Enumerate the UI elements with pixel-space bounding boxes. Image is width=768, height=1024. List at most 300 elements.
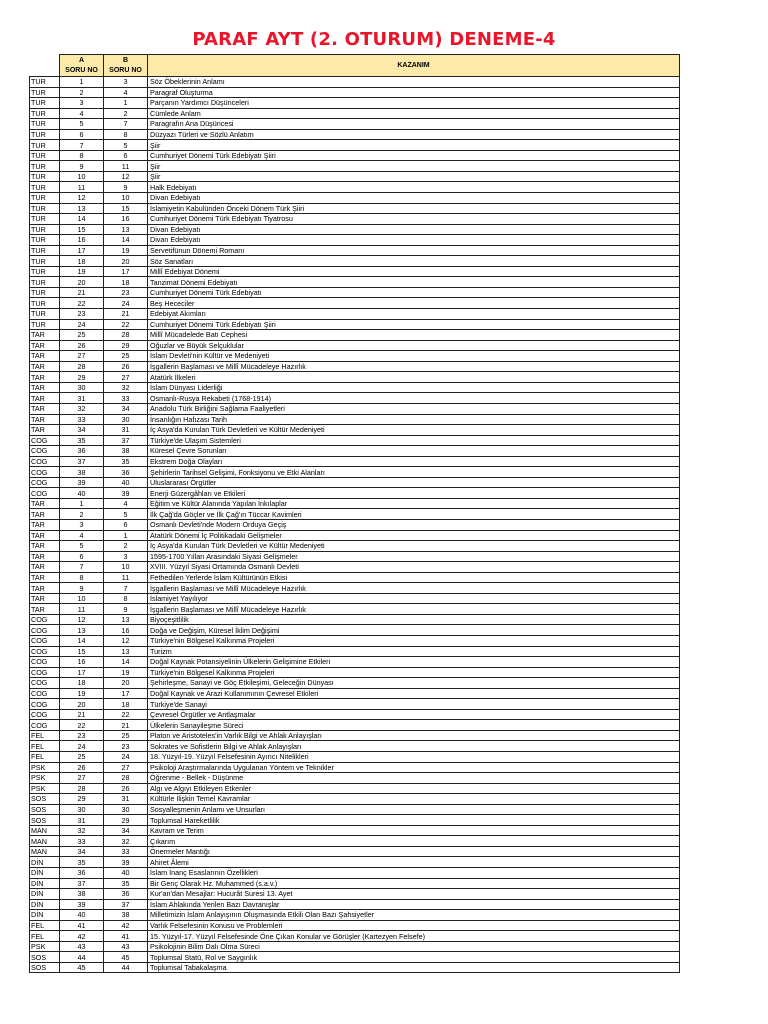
b-soru-no-cell: 30 [104,414,148,425]
table-row [30,425,680,436]
kazanim-cell: İslamiyet Yayılıyor [148,593,680,604]
table-row [30,857,680,868]
kazanim-cell: Tanzimat Dönemi Edebiyatı [148,277,680,288]
lesson-cell: TUR [30,287,60,298]
table-row [30,309,680,320]
kazanim-cell: Varlık Felsefesinin Konusu ve Problemleri [148,920,680,931]
lesson-cell: FEL [30,920,60,931]
page-title: PARAF AYT (2. OTURUM) DENEME-4 [192,29,556,50]
kazanim-cell: Turizm [148,646,680,657]
header-a-sub: SORU NO [65,66,98,74]
lesson-cell: COG [30,467,60,478]
a-soru-no-cell: 15 [60,646,104,657]
lesson-cell: TAR [30,509,60,520]
a-soru-no-cell: 7 [60,140,104,151]
lesson-cell: PSK [30,773,60,784]
table-row [30,551,680,562]
a-soru-no-cell: 12 [60,614,104,625]
kazanim-cell: Divan Edebiyatı [148,224,680,235]
table-row [30,193,680,204]
table-row [30,836,680,847]
lesson-cell: COG [30,709,60,720]
a-soru-no-cell: 4 [60,108,104,119]
b-soru-no-cell: 20 [104,256,148,267]
table-row [30,446,680,457]
a-soru-no-cell: 36 [60,868,104,879]
a-soru-no-cell: 38 [60,889,104,900]
lesson-cell: TUR [30,161,60,172]
table-row [30,741,680,752]
table-row [30,150,680,161]
a-soru-no-cell: 24 [60,741,104,752]
lesson-cell: TAR [30,593,60,604]
b-soru-no-cell: 21 [104,720,148,731]
b-soru-no-cell: 31 [104,794,148,805]
a-soru-no-cell: 22 [60,298,104,309]
kazanim-cell: İslam Dünyası Liderliği [148,382,680,393]
table-row [30,941,680,952]
lesson-cell: TUR [30,224,60,235]
b-soru-no-cell: 5 [104,509,148,520]
table-row [30,372,680,383]
table-row [30,815,680,826]
table-row [30,414,680,425]
kazanim-cell: Doğal Kaynak Potansiyelinin Ülkelerin Gelişimine Etkileri [148,657,680,668]
lesson-cell: TUR [30,108,60,119]
lesson-cell: COG [30,435,60,446]
a-soru-no-cell: 40 [60,910,104,921]
lesson-cell: TUR [30,150,60,161]
kazanim-cell: İlk Çağ'da Göçler ve İlk Çağ'ın Tüccar Kavimleri [148,509,680,520]
table-row [30,952,680,963]
kazanim-cell: Divan Edebiyatı [148,193,680,204]
lesson-cell: TAR [30,361,60,372]
table-row [30,604,680,615]
lesson-cell: TUR [30,235,60,246]
kazanim-cell: Servetifünun Dönemi Romanı [148,245,680,256]
lesson-cell: TAR [30,583,60,594]
a-soru-no-cell: 6 [60,129,104,140]
table-row [30,287,680,298]
a-soru-no-cell: 26 [60,340,104,351]
lesson-cell: SOS [30,952,60,963]
a-soru-no-cell: 20 [60,699,104,710]
table-row [30,646,680,657]
a-soru-no-cell: 17 [60,667,104,678]
table-row [30,129,680,140]
table-row [30,709,680,720]
lesson-cell: DİN [30,878,60,889]
kazanim-cell: Enerji Güzergâhları ve Etkileri [148,488,680,499]
a-soru-no-cell: 32 [60,403,104,414]
b-soru-no-cell: 20 [104,678,148,689]
b-soru-no-cell: 32 [104,382,148,393]
lesson-cell: TUR [30,214,60,225]
b-soru-no-cell: 19 [104,667,148,678]
b-soru-no-cell: 18 [104,277,148,288]
kazanim-cell: İşgallerin Başlaması ve Millî Mücadeleye Hazırlık [148,604,680,615]
kazanim-cell: Düzyazı Türleri ve Sözlü Anlatım [148,129,680,140]
a-soru-no-cell: 26 [60,762,104,773]
table-row [30,614,680,625]
a-soru-no-cell: 5 [60,119,104,130]
lesson-cell: SOS [30,804,60,815]
lesson-cell: COG [30,699,60,710]
b-soru-no-cell: 24 [104,298,148,309]
b-soru-no-cell: 37 [104,435,148,446]
table-row [30,467,680,478]
a-soru-no-cell: 9 [60,583,104,594]
a-soru-no-cell: 37 [60,456,104,467]
b-soru-no-cell: 13 [104,614,148,625]
a-soru-no-cell: 10 [60,171,104,182]
b-soru-no-cell: 42 [104,920,148,931]
b-soru-no-cell: 17 [104,266,148,277]
kazanim-cell: Milletimizin İslam Anlayışının Oluşmasında Etkili Olan Bazı Şahsiyetler [148,910,680,921]
b-soru-no-cell: 9 [104,182,148,193]
kazanim-cell: Cumhuriyet Dönemi Türk Edebiyatı [148,287,680,298]
header-b-soru-no [104,55,148,77]
kazanim-cell: Uluslararası Örgütler [148,477,680,488]
b-soru-no-cell: 26 [104,361,148,372]
table-row [30,256,680,267]
lesson-cell: PSK [30,783,60,794]
a-soru-no-cell: 35 [60,435,104,446]
lesson-cell: FEL [30,752,60,763]
table-row [30,108,680,119]
kazanim-cell: Kavram ve Terim [148,825,680,836]
b-soru-no-cell: 12 [104,171,148,182]
b-soru-no-cell: 12 [104,635,148,646]
kazanim-cell: İslam Devleti'nin Kültür ve Medeniyeti [148,351,680,362]
lesson-cell: MAN [30,825,60,836]
a-soru-no-cell: 32 [60,825,104,836]
b-soru-no-cell: 43 [104,941,148,952]
b-soru-no-cell: 26 [104,783,148,794]
b-soru-no-cell: 23 [104,741,148,752]
lesson-cell: TAR [30,541,60,552]
a-soru-no-cell: 25 [60,752,104,763]
b-soru-no-cell: 40 [104,477,148,488]
table-row [30,161,680,172]
kazanim-cell: Cümlede Anlam [148,108,680,119]
b-soru-no-cell: 5 [104,140,148,151]
b-soru-no-cell: 39 [104,488,148,499]
kazanim-cell: Kur'an'dan Mesajlar: Hucurât Suresi 13. Ayet [148,889,680,900]
b-soru-no-cell: 37 [104,899,148,910]
a-soru-no-cell: 43 [60,941,104,952]
kazanim-cell: Halk Edebiyatı [148,182,680,193]
lesson-cell: TUR [30,277,60,288]
kazanim-cell: Toplumsal Tabakalaşma [148,962,680,973]
b-soru-no-cell: 18 [104,699,148,710]
a-soru-no-cell: 33 [60,414,104,425]
kazanim-cell: Türkiye'nin Bölgesel Kalkınma Projeleri [148,667,680,678]
b-soru-no-cell: 15 [104,203,148,214]
lesson-cell: TUR [30,266,60,277]
kazanim-cell: Önermeler Mantığı [148,846,680,857]
b-soru-no-cell: 25 [104,351,148,362]
kazanim-cell: İslam Ahlakında Yerilen Bazı Davranışlar [148,899,680,910]
a-soru-no-cell: 38 [60,467,104,478]
b-soru-no-cell: 27 [104,372,148,383]
b-soru-no-cell: 29 [104,340,148,351]
b-soru-no-cell: 33 [104,393,148,404]
a-soru-no-cell: 17 [60,245,104,256]
table-row [30,931,680,942]
kazanim-cell: Psikolojinin Bilim Dalı Olma Süreci [148,941,680,952]
lesson-cell: SOS [30,815,60,826]
b-soru-no-cell: 32 [104,836,148,847]
kazanim-cell: Cumhuriyet Dönemi Türk Edebiyatı Şiiri [148,150,680,161]
a-soru-no-cell: 28 [60,361,104,372]
b-soru-no-cell: 23 [104,287,148,298]
b-soru-no-cell: 11 [104,161,148,172]
header-b-label: B [122,56,129,64]
kazanim-cell: Cumhuriyet Dönemi Türk Edebiyatı Şiiri [148,319,680,330]
b-soru-no-cell: 36 [104,889,148,900]
kazanim-cell: Türkiye'de Sanayi [148,699,680,710]
kazanim-cell: XVIII. Yüzyıl Siyasi Ortamında Osmanlı Devleti [148,562,680,573]
kazanim-cell: Paragrafın Ana Düşüncesi [148,119,680,130]
lesson-cell: TAR [30,351,60,362]
kazanim-cell: Ülkelerin Sanayileşme Süreci [148,720,680,731]
a-soru-no-cell: 9 [60,161,104,172]
table-row [30,277,680,288]
lesson-cell: COG [30,657,60,668]
lesson-cell: SOS [30,794,60,805]
kazanim-cell: Şehirleşme, Sanayi ve Göç Etkileşimi, Geleceğin Dünyası [148,678,680,689]
table-row [30,519,680,530]
table-row [30,783,680,794]
header-a-soru-no [60,55,104,77]
lesson-cell: COG [30,667,60,678]
kazanim-cell: Şehirlerin Tarihsel Gelişimi, Fonksiyonu ve Etki Alanları [148,467,680,478]
b-soru-no-cell: 22 [104,319,148,330]
table-row [30,688,680,699]
b-soru-no-cell: 1 [104,530,148,541]
a-soru-no-cell: 13 [60,625,104,636]
table-row [30,868,680,879]
b-soru-no-cell: 13 [104,646,148,657]
table-row [30,98,680,109]
a-soru-no-cell: 34 [60,846,104,857]
kazanim-cell: Divan Edebiyatı [148,235,680,246]
b-soru-no-cell: 30 [104,804,148,815]
lesson-cell: TUR [30,77,60,88]
lesson-cell: COG [30,625,60,636]
table-row [30,541,680,552]
table-row [30,794,680,805]
table-row [30,752,680,763]
table-header-row [30,55,680,77]
lesson-cell: DİN [30,857,60,868]
table-row [30,889,680,900]
table-row [30,361,680,372]
table-row [30,403,680,414]
kazanim-cell: Çıkarım [148,836,680,847]
table-row [30,340,680,351]
table-row [30,498,680,509]
b-soru-no-cell: 40 [104,868,148,879]
table-row [30,266,680,277]
kazanim-cell: Atatürk İlkeleri [148,372,680,383]
table-row [30,245,680,256]
a-soru-no-cell: 18 [60,256,104,267]
b-soru-no-cell: 41 [104,931,148,942]
a-soru-no-cell: 10 [60,593,104,604]
b-soru-no-cell: 10 [104,562,148,573]
kazanim-cell: Söz Öbeklerinin Anlamı [148,77,680,88]
table-row [30,224,680,235]
b-soru-no-cell: 1 [104,98,148,109]
b-soru-no-cell: 3 [104,551,148,562]
table-row [30,773,680,784]
table-row [30,846,680,857]
a-soru-no-cell: 28 [60,783,104,794]
table-row [30,182,680,193]
kazanim-cell: Türkiye'de Ulaşım Sistemleri [148,435,680,446]
lesson-cell: TAR [30,403,60,414]
a-soru-no-cell: 5 [60,541,104,552]
lesson-cell: DİN [30,899,60,910]
a-soru-no-cell: 39 [60,899,104,910]
table-row [30,657,680,668]
lesson-cell: TAR [30,498,60,509]
kazanim-cell: Şiir [148,140,680,151]
kazanim-cell: Cumhuriyet Dönemi Türk Edebiyatı Tiyatrosu [148,214,680,225]
table-row [30,678,680,689]
a-soru-no-cell: 37 [60,878,104,889]
lesson-cell: PSK [30,941,60,952]
lesson-cell: TAR [30,414,60,425]
kazanim-cell: Atatürk Dönemi İç Politikadaki Gelişmeler [148,530,680,541]
table-row [30,393,680,404]
lesson-cell: TAR [30,372,60,383]
a-soru-no-cell: 33 [60,836,104,847]
table-row [30,804,680,815]
table-row [30,878,680,889]
b-soru-no-cell: 24 [104,752,148,763]
lesson-cell: COG [30,688,60,699]
header-blank-cell [30,55,60,77]
a-soru-no-cell: 27 [60,351,104,362]
table-row [30,203,680,214]
lesson-cell: TAR [30,425,60,436]
kazanim-cell: İslam İnanç Esaslarının Özellikleri [148,868,680,879]
b-soru-no-cell: 9 [104,604,148,615]
a-soru-no-cell: 36 [60,446,104,457]
table-row [30,119,680,130]
lesson-cell: TAR [30,519,60,530]
lesson-cell: TUR [30,119,60,130]
header-b-sub: SORU NO [109,66,142,74]
a-soru-no-cell: 19 [60,688,104,699]
kazanim-cell: 18. Yüzyıl-19. Yüzyıl Felsefesinin Ayırıcı Nitelikleri [148,752,680,763]
b-soru-no-cell: 33 [104,846,148,857]
kazanim-cell: Biyoçeşitlilik [148,614,680,625]
table-row [30,530,680,541]
a-soru-no-cell: 39 [60,477,104,488]
kazanim-cell: Oğuzlar ve Büyük Selçuklular [148,340,680,351]
a-soru-no-cell: 6 [60,551,104,562]
kazanim-cell: Parçanın Yardımcı Düşünceleri [148,98,680,109]
a-soru-no-cell: 42 [60,931,104,942]
b-soru-no-cell: 6 [104,519,148,530]
b-soru-no-cell: 19 [104,245,148,256]
a-soru-no-cell: 16 [60,235,104,246]
lesson-cell: TAR [30,551,60,562]
a-soru-no-cell: 21 [60,287,104,298]
lesson-cell: FEL [30,741,60,752]
b-soru-no-cell: 34 [104,403,148,414]
table-row [30,625,680,636]
a-soru-no-cell: 30 [60,804,104,815]
kazanim-cell: Ahiret Âlemi [148,857,680,868]
table-row [30,720,680,731]
kazanim-cell: Osmanlı-Rusya Rekabeti (1768-1914) [148,393,680,404]
a-soru-no-cell: 18 [60,678,104,689]
a-soru-no-cell: 11 [60,182,104,193]
kazanim-cell: Şiir [148,161,680,172]
b-soru-no-cell: 2 [104,541,148,552]
lesson-cell: MAN [30,846,60,857]
kazanim-cell: Türkiye'nin Bölgesel Kalkınma Projeleri [148,635,680,646]
a-soru-no-cell: 1 [60,77,104,88]
kazanim-cell: Küresel Çevre Sorunları [148,446,680,457]
a-soru-no-cell: 11 [60,604,104,615]
lesson-cell: TAR [30,562,60,573]
b-soru-no-cell: 3 [104,77,148,88]
kazanim-cell: Öğrenme - Bellek - Düşünme [148,773,680,784]
kazanim-cell: Çevresel Örgütler ve Antlaşmalar [148,709,680,720]
lesson-cell: TUR [30,171,60,182]
kazanim-cell: Şiir [148,171,680,182]
kazanim-cell: İç Asya'da Kurulan Türk Devletleri ve Kültür Medeniyeti [148,425,680,436]
a-soru-no-cell: 1 [60,498,104,509]
a-soru-no-cell: 31 [60,393,104,404]
table-row [30,351,680,362]
kazanim-cell: İç Asya'da Kurulan Türk Devletleri ve Kültür Medeniyeti [148,541,680,552]
table-row [30,140,680,151]
table-row [30,899,680,910]
lesson-cell: COG [30,635,60,646]
b-soru-no-cell: 13 [104,224,148,235]
b-soru-no-cell: 10 [104,193,148,204]
lesson-cell: COG [30,446,60,457]
lesson-cell: COG [30,646,60,657]
lesson-cell: TUR [30,256,60,267]
a-soru-no-cell: 12 [60,193,104,204]
a-soru-no-cell: 8 [60,572,104,583]
a-soru-no-cell: 27 [60,773,104,784]
table-row [30,330,680,341]
table-row [30,667,680,678]
table-row [30,509,680,520]
b-soru-no-cell: 6 [104,150,148,161]
a-soru-no-cell: 3 [60,98,104,109]
lesson-cell: TAR [30,530,60,541]
lesson-cell: TUR [30,98,60,109]
table-row [30,920,680,931]
lesson-cell: COG [30,477,60,488]
table-row [30,562,680,573]
lesson-cell: TAR [30,393,60,404]
b-soru-no-cell: 27 [104,762,148,773]
b-soru-no-cell: 4 [104,498,148,509]
lesson-cell: TUR [30,245,60,256]
kazanim-cell: Osmanlı Devleti'nde Modern Orduya Geçiş [148,519,680,530]
